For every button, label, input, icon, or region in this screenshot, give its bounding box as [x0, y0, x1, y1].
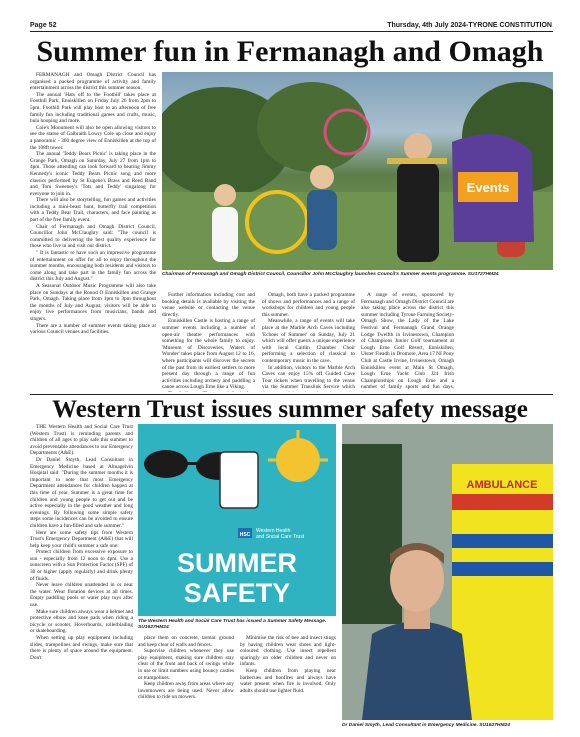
poster-title-line1: SUMMER [177, 548, 297, 578]
summer-safety-poster [138, 424, 336, 616]
story2-col2-para: Supervise children whenever they use play equipment, making sure children stay clear of the front and back of swings while in use or limit numbers using bouncy castles or trampolines. [138, 648, 234, 681]
story1-caption: Chairman of Fermanagh and Omagh District Council, Councillor John McClaughry launches Council's Summer events programme. SU1727HM24 [162, 272, 499, 277]
story2-col1-para: Protect children from excessive exposure to sun - especially from 12 noon to 4pm. Use a sunscreen with a Sun Protection Factor (SPF) of 30 or higher (apply regularly) and drink plenty of fluids. [30, 549, 133, 582]
story2-col3-para: Minimise the risk of bee and insect stings by having children wear shoes and light-coloured clothing. Use insect repellent sparingly on older children and never on infants. [240, 635, 336, 668]
story2-col1-para: Dr Daniel Smyth, Lead Consultant in Emergency Medicine based at Altnagelvin Hospital said: "During the summer months it is important to note that most Emergency Department attendances for children happen at this time of year. Summer is a great time for children and young people to get out and be active especially in the good weather and long evenings. By following some simple safety steps some incidences can be avoided to ensure children have a fun-filled and safe summer." [30, 456, 133, 529]
story2-col1-para: Never leave children unattended in or near the water. Wear flotation devices at all times. Empty paddling pools or water play toys after use. [30, 582, 133, 609]
story2-col1-para: Make sure children always wear a helmet and protective elbow and knee pads when riding a bicycle or scooter, Hoverboards, rollerblading or skateboarding. [30, 608, 133, 635]
ambulance-scene [342, 424, 553, 720]
ambulance-label: AMBULANCE [466, 479, 538, 491]
story1-col3-para: Omagh, both have a packed programme of shows and performances and a range of workshops for children and young people this summer. [262, 292, 355, 318]
story2-col2-para: Keep children away from areas where any lawnmowers are being used. Never allow children to ride on mowers. [138, 681, 234, 701]
story1-col4-para: A range of events, sponsored by Fermanagh and Omagh District Council are also taking place across the district this summer including Tyrone Farming Society-Omagh Show, the Lady of the Lake Festival and Fermanagh Grand Orange Lodge Twelfth in Irvinestown, Champion of Champions Junior Golf tournament at Lough Erne Golf Resort, Enniskillen, Ulster Fleadh in Dromore, Area 17 NI Pony Club at Castle Irvine, Irvinestown, Omagh Enniskillen event at Main St Omagh, Lough Erne Yacht Club J24 Irish Championships on Lough Erne and a number of family sports and fun days, [361, 292, 454, 391]
story2-headline: Western Trust issues summer safety message [52, 396, 528, 423]
story2-col1 [30, 424, 133, 729]
story1-col1-para: The annual 'Teddy Bears Picnic' is taking place in the Grange Park, Omagh on Saturday, July 27 from 1pm to 4pm. Those attending can look forward to hearing Jimmy Kennedy's iconic Teddy Bears Picnic song and more classics performed by St Eugene's Brass and Reed Band and Tom Sweeney's 'Tots and Teddy' singalong for everyone to join in. [30, 151, 156, 197]
story1-col3 [262, 292, 355, 392]
story1-col3-para: Meanwhile, a range of events will take place at the Marble Arch Caves including 'Echoes of Summer' on Sunday, July 21 which will offer guests a unique experience with local Caitlin Chamber Choir performing a selection of classical to contemporary music in the cave. [262, 318, 355, 364]
story1-col1-para: " It is fantastic to have such an impressive programme of entertainment on offer for all to enjoy throughout the summer months, encouraging both residents and visitors to come along and take part in the family fun across the district this July and August." [30, 250, 156, 283]
trust-logo-line1: Western Health [256, 528, 291, 534]
trust-logo-line2: and Social Care Trust [256, 534, 305, 540]
header-rule [30, 31, 553, 32]
portrait-photo [342, 424, 553, 720]
story2-col2-para: place them on concrete, tarmac ground and keep clear of walls and fences. [138, 635, 234, 648]
story1-col1-para: FERMANAGH and Omagh District Council has organised a packed programme of activity and family entertainment across the district this summer season. [30, 72, 156, 92]
park-scene [162, 72, 553, 270]
story1-col1-para: There will also be storytelling, fun games and activities including a mini-beast hunt, butterfly trail competition with a Teddy Bear Trail, characters, and face painting as part of the free family event. [30, 197, 156, 224]
story2-col1-para: THE Western Health and Social Care Trust (Western Trust) is reminding parents and children of all ages to play safe this summer to avoid preventable attendances to our Emergency Departments (A&E). [30, 424, 133, 457]
page-number: Page 52 [30, 22, 57, 29]
story1-col1-para: A Seasonal Outdoor Music Programme will also take place on Sundays at the Round O Enniskillen and Grange Park, Omagh. Taking place from 1pm to 3pm throughout the months of July and August, visitors will be able to enjoy live performances from musicians, bands and singers. [30, 283, 156, 322]
story2-col2 [138, 635, 234, 729]
story2-col3 [240, 635, 336, 729]
portrait-caption: Dr Daniel Smyth, Lead Consultant in Emergency Medicine. SU1627HM24 [342, 723, 510, 728]
story1-headline: Summer fun in Fermanagh and Omagh [36, 35, 544, 68]
story1-col1-para: Chair of Fermanagh and Omagh District Council, Councillor John McClaughry said: "The council is committed to delivering the best quality experience for those who live in and visit our district. [30, 223, 156, 250]
story1-photo [162, 72, 553, 270]
story2-col3-para: Keep children from playing near barbecues and bonfires and always have water present when fire is involved. Only adults should use lighter fluid. [240, 667, 336, 694]
story1-col1 [30, 72, 156, 392]
hsc-badge: HSC [239, 532, 251, 538]
poster-caption: The Western Health and Social Care Trust has issued a Summer Safety Message. SU1627HM24 [138, 619, 327, 630]
story2-col1-para: Here are some safety tips from Western Trust's Emergency Department (A&E) that will help keep your child's summer a safe one: [30, 529, 133, 549]
story1-col1-para: Cole's Monument will also be open allowing visitors to see the statue of Galbraith Lowry Cole up close and enjoy a panoramic - 360 degree view of Enniskillen at the top of the 108ft tower. [30, 124, 156, 151]
story1-col3-para: In addition, visitors to the Marble Arch Caves can enjoy 15% off Guided Cave Tour tickets when travelling to the venue via the Summer Translink Service which [262, 364, 355, 391]
story1-col2 [162, 292, 255, 392]
story1-col2-para [162, 391, 255, 392]
story1-col2-para: Further information including cost and booking details is available by visiting the venue website or contacting the venue directly. [162, 292, 255, 318]
events-banner-text: Events [466, 180, 510, 195]
story1-col1-para: There are a number of summer events taking place at various Council venues and facilities. [30, 322, 156, 336]
story1-col1-para: The annual 'Hats off to the Foothill' takes place at Foothill Park, Enniskillen on Friday July 26 from 2pm to 5pm. Foothill Park will play host to an afternoon of free family fun including traditional games and crafts, music, hula hooping and more. [30, 91, 156, 125]
issue-date: Thursday, 4th July 2024-TYRONE CONSTITUTION [387, 22, 552, 29]
story1-col2-para: Enniskillen Castle is hosting a range of summer events including a number of open-air theatre performances with something for the whole family to enjoy. 'Museum of Discoveries, Waters of Wonder' takes place from August 12 to 16, where participants will discover the secrets of the past from its earliest settlers to more present day through a range of fun activities including archery and paddling a canoe across Lough Erne like a Viking. [162, 318, 255, 391]
poster-title-line2: SAFETY [183, 578, 291, 608]
story2-col1-para: When setting up play equipment including slides, trampolines and swings, make sure that there is plenty of space around the equipment. Don't [30, 635, 133, 661]
story1-col4 [361, 292, 454, 392]
poster-graphic [138, 424, 336, 616]
